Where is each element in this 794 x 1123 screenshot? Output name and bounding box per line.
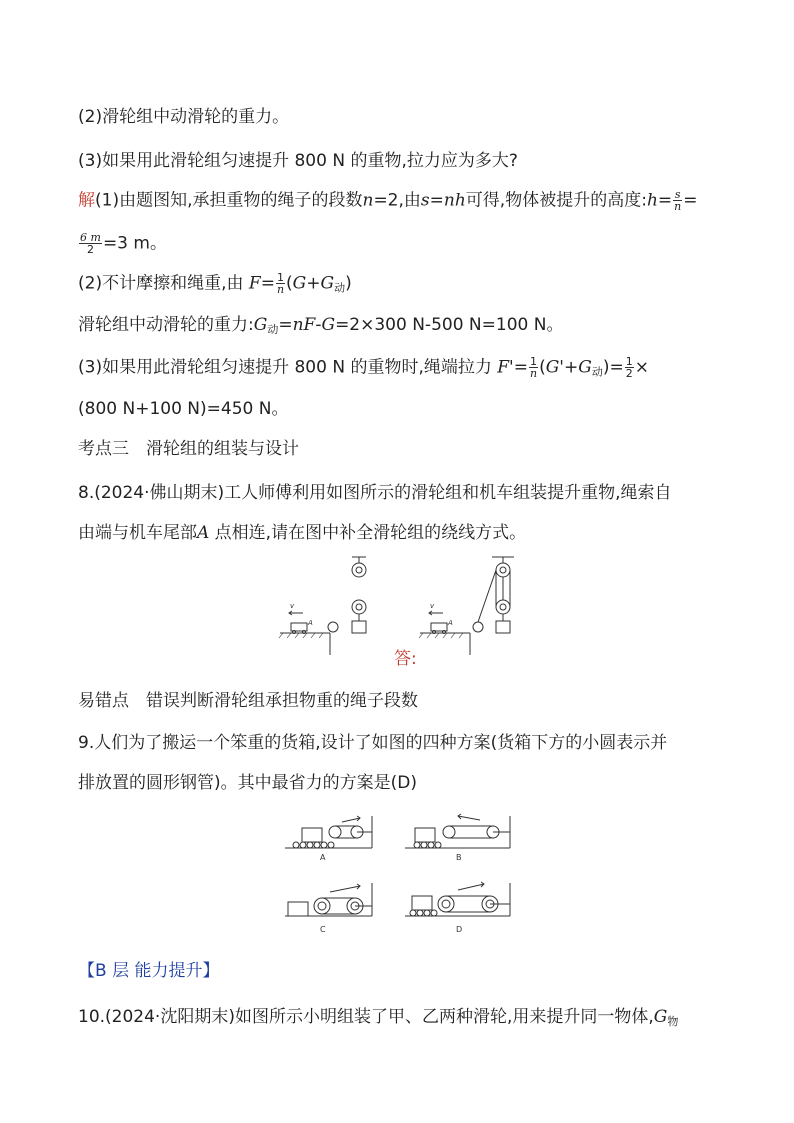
var-G: G [321, 315, 336, 335]
solution-1-cont [78, 232, 167, 255]
answer-label: 答: [394, 649, 417, 669]
point-A-label: A [448, 619, 453, 627]
text: 滑轮组中动滑轮的重力: [78, 315, 254, 335]
point-A-label: A [308, 619, 313, 627]
text: 由端与机车尾部 [78, 523, 197, 543]
text: 可得,物体被提升的高度: [465, 190, 647, 211]
var-G: G [253, 315, 268, 335]
subscript: 动 [591, 365, 603, 379]
scheme-C [285, 883, 372, 916]
text: + [563, 357, 579, 378]
var-nh: nh [443, 190, 466, 211]
text: × [634, 357, 649, 378]
text: (3)如果用此滑轮组匀速提升 800 N 的重物时,绳端拉力 [78, 357, 498, 378]
question-2: (2)滑轮组中动滑轮的重力。 [78, 107, 290, 127]
subscript: 动 [334, 281, 346, 295]
text: 10.(2024·沈阳期末)如图所示小明组装了甲、乙两种滑轮,用来提升同一物体, [78, 1007, 654, 1027]
text: (1)由题图知,承担重物的绳子的段数 [95, 190, 363, 211]
text: - [315, 315, 322, 335]
subscript: 动 [267, 323, 279, 336]
solution-label: 解 [78, 190, 95, 211]
var-G: G [578, 357, 592, 378]
var-F-prime: F' [497, 357, 514, 378]
scheme-A-label: A [320, 853, 326, 862]
figure-9-schemes [280, 808, 515, 938]
var-G: G [653, 1007, 668, 1027]
velocity-label: v [290, 602, 295, 610]
scheme-C-label: C [320, 925, 326, 934]
fixed-pulley-icon [352, 563, 366, 577]
text: = [657, 190, 673, 211]
text: ( [286, 273, 293, 294]
var-nF: nF [292, 315, 316, 335]
text: =3 m。 [102, 233, 167, 254]
scheme-B [405, 814, 510, 848]
solution-1 [78, 189, 697, 212]
var-F: F [248, 273, 261, 294]
var-s: s [420, 190, 430, 211]
fraction-6m-over-2: $\frac{6 m}{2}$ [80, 231, 101, 256]
movable-pulley-icon [352, 600, 366, 614]
yicuo-heading: 易错点 错误判断滑轮组承担物重的绳子段数 [78, 691, 418, 711]
scheme-B-label: B [456, 853, 462, 862]
question-10-line1 [78, 1006, 678, 1033]
var-A: A [197, 523, 210, 543]
text: (2)不计摩擦和绳重,由 [78, 273, 249, 294]
locomotive-icon [431, 623, 447, 631]
solution-3-line2: (800 N+100 N)=450 N。 [78, 399, 289, 419]
text: + [306, 273, 321, 294]
locomotive-icon [291, 623, 307, 631]
weight-block-icon [352, 621, 366, 633]
guide-pulley-icon [473, 622, 483, 632]
question-9-line1: 9.人们为了搬运一个笨重的货箱,设计了如图的四种方案(货箱下方的小圆表示并 [78, 733, 668, 753]
subscript: 物 [667, 1015, 679, 1028]
var-G: G [320, 273, 335, 294]
scheme-A [285, 816, 372, 848]
fraction-1-over-n: $\frac{1}{n}$ [529, 355, 538, 380]
text: ( [539, 357, 546, 378]
text: =2,由 [373, 190, 421, 211]
velocity-label: v [430, 602, 435, 610]
var-G: G [292, 273, 307, 294]
weight-block-icon [496, 621, 510, 633]
question-3: (3)如果用此滑轮组匀速提升 800 N 的重物,拉力应为多大? [78, 151, 518, 171]
text: = [260, 273, 275, 294]
text: = [513, 357, 528, 378]
text: = [683, 190, 698, 211]
question-9-line2: 排放置的圆形钢管)。其中最省力的方案是(D) [78, 773, 417, 793]
var-n: n [362, 190, 374, 211]
kaodian-heading: 考点三 滑轮组的组装与设计 [78, 439, 299, 459]
question-8-line1: 8.(2024·佛山期末)工人师傅利用如图所示的滑轮组和机车组装提升重物,绳索自 [78, 483, 672, 503]
scheme-D-label: D [456, 925, 463, 934]
var-G-prime: G' [545, 357, 564, 378]
fixed-pulley-icon [496, 563, 510, 577]
text: =2×300 N-500 N=100 N。 [335, 315, 564, 335]
text: )= [602, 357, 624, 378]
var-h: h [646, 190, 658, 211]
question-8-line2 [78, 522, 526, 544]
solution-2-line2 [78, 314, 563, 341]
scheme-D [405, 882, 510, 916]
guide-pulley-icon [328, 622, 338, 632]
text: = [278, 315, 293, 335]
text: 点相连,请在图中补全滑轮组的绕线方式。 [209, 523, 527, 543]
solution-2 [78, 272, 352, 300]
fraction-1-over-2: $\frac{1}{2}$ [625, 355, 633, 380]
fraction-s-over-n: $\frac{s}{n}$ [674, 188, 682, 213]
movable-pulley-icon [496, 600, 510, 614]
text: ) [345, 273, 352, 294]
text: = [429, 190, 444, 211]
section-b-heading: 【B 层 能力提升】 [78, 961, 220, 981]
fraction-1-over-n: $\frac{1}{n}$ [276, 271, 285, 296]
solution-3 [78, 356, 649, 384]
